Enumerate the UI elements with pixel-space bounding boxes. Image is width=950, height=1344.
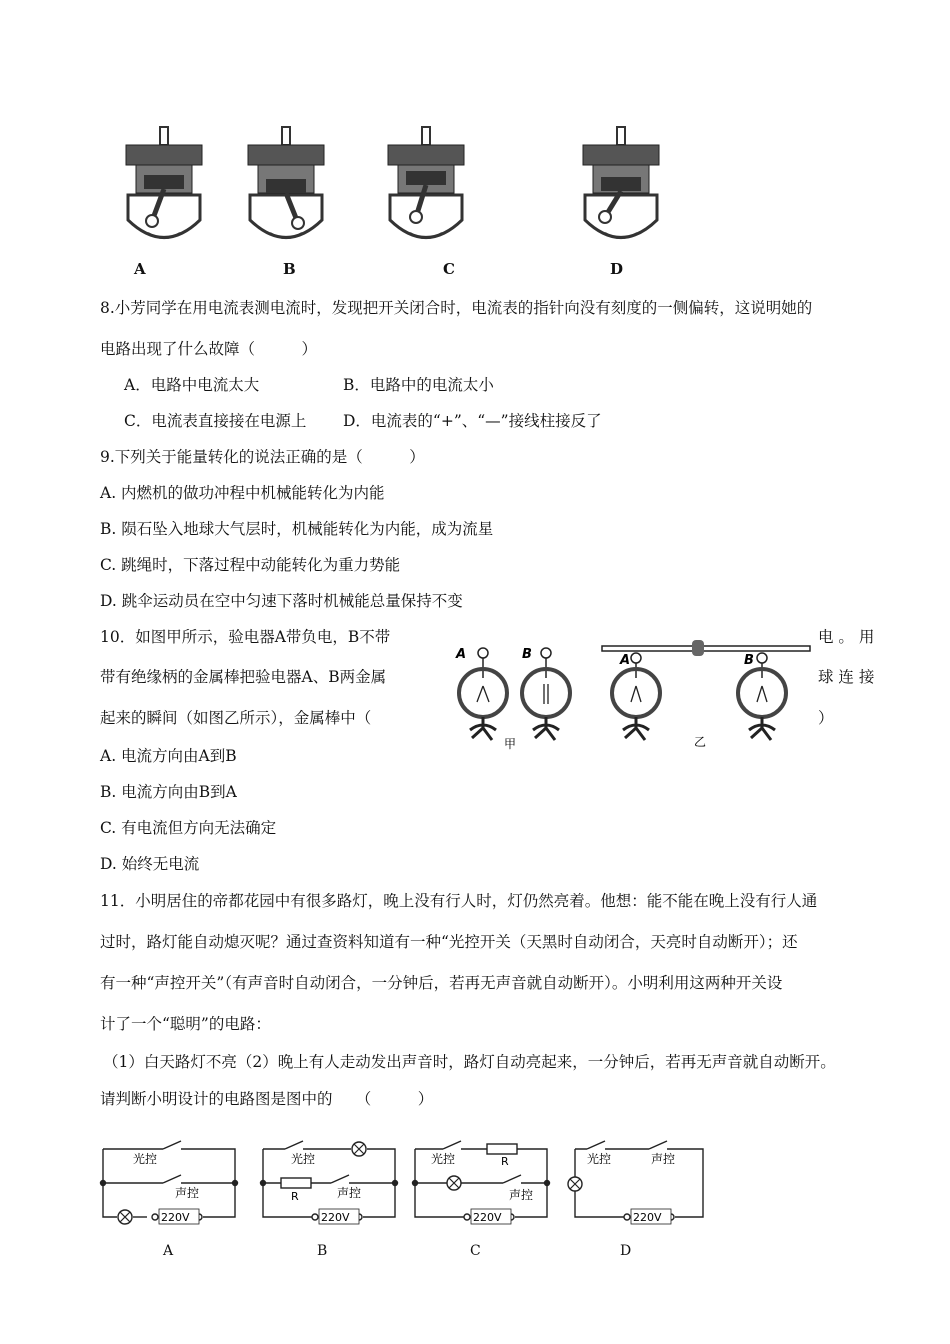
q10-stem-line2-right: 球 连 接 <box>818 668 875 686</box>
q11-stem-line3: 有一种“声控开关”（有声音时自动闭合，一分钟后，若再无声音就自动断开）。小明利用这两种开关设 <box>100 974 783 992</box>
circuit-b-sound-switch: 声控 <box>337 1186 362 1200</box>
q8-stem-line1: 8.小芳同学在用电流表测电流时，发现把开关闭合时，电流表的指针向没有刻度的一侧偏转，这说明她的 <box>100 299 813 317</box>
circuit-b-resistor: R <box>291 1190 299 1203</box>
q10-stem-line1-right: 电 。 用 <box>818 628 875 646</box>
q9-option-d: D. 跳伞运动员在空中匀速下落时机械能总量保持不变 <box>100 592 463 610</box>
circuit-b-light-switch: 光控 <box>291 1152 316 1166</box>
circuit-d-light-switch: 光控 <box>587 1152 612 1166</box>
engine-figure-b <box>240 125 340 250</box>
q10-stem-line3: 起来的瞬间（如图乙所示），金属棒中（ <box>100 709 372 727</box>
q10-option-a: A. 电流方向由A到B <box>100 747 237 765</box>
q8-option-d: D．电流表的“+”、“—”接线柱接反了 <box>343 412 602 430</box>
circuit-b-voltage: 220V <box>321 1211 350 1224</box>
electroscope-figure <box>440 628 820 753</box>
circuit-c-voltage: 220V <box>473 1211 502 1224</box>
q8-option-b: B．电路中的电流太小 <box>343 376 494 394</box>
q9-option-a: A. 内燃机的做功冲程中机械能转化为内能 <box>100 484 385 502</box>
circuit-label-d: D <box>620 1243 632 1259</box>
q11-stem-line4: 计了一个“聪明”的电路： <box>100 1015 271 1033</box>
circuit-a-voltage: 220V <box>161 1211 190 1224</box>
circuit-b <box>261 1141 398 1220</box>
q9-option-b: B. 陨石坠入地球大气层时，机械能转化为内能，成为流星 <box>100 520 494 538</box>
q11-stem-line2: 过时，路灯能自动熄灭呢？通过查资料知道有一种“光控开关（天黑时自动闭合，天亮时自动断开）；还 <box>100 933 798 951</box>
q11-stem-line1: 11．小明居住的帝都花园中有很多路灯，晚上没有行人时，灯仍然亮着。他想：能不能在晚上没有行人通 <box>100 892 818 910</box>
engine-figure-a <box>118 125 218 250</box>
q10-option-c: C. 有电流但方向无法确定 <box>100 819 277 837</box>
q10-stem-line2: 带有绝缘柄的金属棒把验电器A、B两金属 <box>100 668 387 686</box>
q10-stem-line1: 10．如图甲所示，验电器A带负电，B不带 <box>100 628 391 646</box>
circuit-diagrams <box>95 1125 715 1235</box>
engine-label-c: C <box>443 260 455 278</box>
circuit-a <box>101 1141 238 1220</box>
q10-option-b: B. 电流方向由B到A <box>100 783 237 801</box>
q8-option-c: C．电流表直接接在电源上 <box>124 412 307 430</box>
q10-option-d: D. 始终无电流 <box>100 855 200 873</box>
electroscope-a-jia <box>459 648 507 740</box>
jia-label-b: B <box>522 647 532 662</box>
circuit-a-light-switch: 光控 <box>133 1152 158 1166</box>
q9-option-c: C. 跳绳时，下落过程中动能转化为重力势能 <box>100 556 401 574</box>
engine-label-a: A <box>134 260 146 278</box>
jia-label-a: A <box>456 647 467 662</box>
engine-label-d: D <box>610 260 624 278</box>
q11-stem-line5: （1）白天路灯不亮（2）晚上有人走动发出声音时，路灯自动亮起来，一分钟后，若再无声音就自动断开。 <box>103 1053 836 1071</box>
circuit-d-sound-switch: 声控 <box>651 1152 676 1166</box>
circuit-label-b: B <box>317 1243 328 1259</box>
q8-stem-line2: 电路出现了什么故障（ ） <box>100 340 318 358</box>
engine-figure-d <box>575 125 675 250</box>
yi-label-a: A <box>620 653 631 668</box>
circuit-d-voltage: 220V <box>633 1211 662 1224</box>
circuit-c-sound-switch: 声控 <box>509 1188 534 1202</box>
q11-stem-line6: 请判断小明设计的电路图是图中的 （ ） <box>100 1090 434 1108</box>
circuit-label-a: A <box>163 1243 174 1259</box>
engine-figure-c <box>380 125 480 250</box>
q10-stem-line3-right: ） <box>818 709 834 727</box>
q9-stem: 9.下列关于能量转化的说法正确的是（ ） <box>100 448 425 466</box>
circuit-a-sound-switch: 声控 <box>175 1186 200 1200</box>
circuit-label-c: C <box>470 1243 481 1259</box>
engine-label-b: B <box>283 260 296 278</box>
circuit-c-light-switch: 光控 <box>431 1152 456 1166</box>
circuit-c-resistor: R <box>501 1155 509 1168</box>
yi-caption: 乙 <box>694 735 707 749</box>
jia-caption: 甲 <box>504 737 517 751</box>
yi-label-b: B <box>744 653 754 668</box>
q8-option-a: A．电路中电流太大 <box>124 376 260 394</box>
